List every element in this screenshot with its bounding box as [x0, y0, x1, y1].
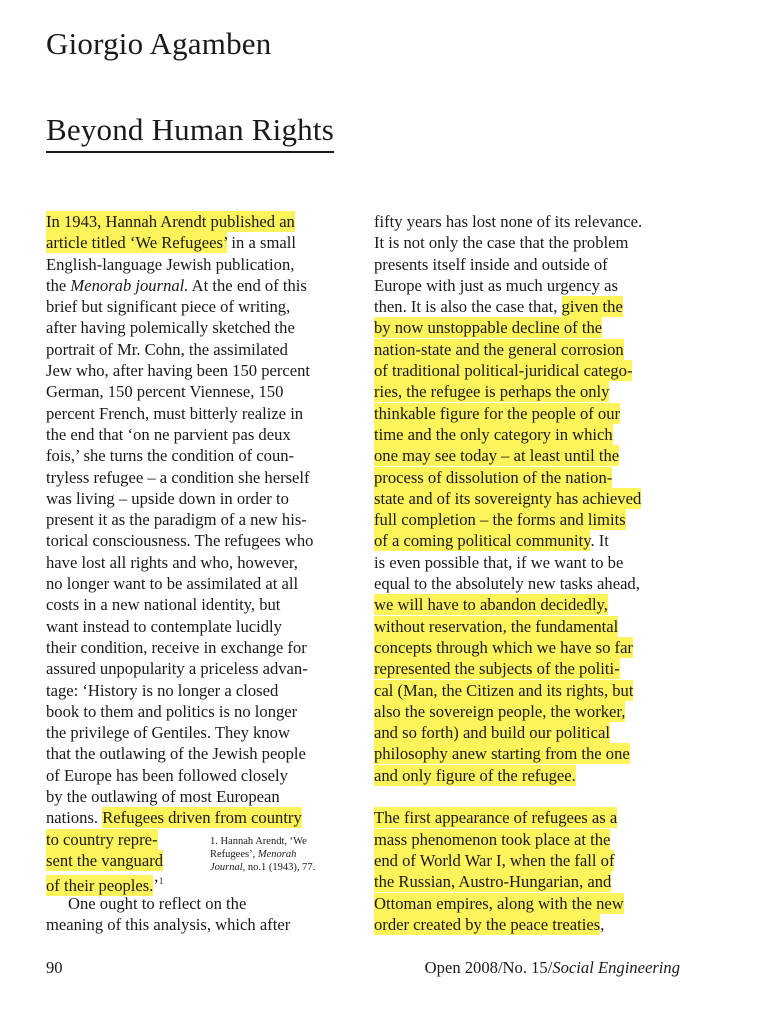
highlight: state and of its sovereignty has achieved [374, 488, 642, 508]
text-line: Jew who, after having been 150 percent [46, 361, 311, 381]
right-column [374, 211, 684, 935]
highlight: Refugees driven from country [102, 808, 302, 828]
text-line: the Menorab journal. At the end of this [46, 275, 307, 295]
highlight: and so forth) and build our political [374, 723, 610, 743]
highlight: end of World War I, when the fall of [374, 850, 615, 870]
highlight: full completion – the forms and limits [374, 510, 626, 530]
footnote-marker: 1 [158, 876, 164, 887]
text-line [374, 807, 684, 828]
text-line [374, 445, 684, 466]
highlight: Ottoman empires, along with the new [374, 893, 624, 913]
text-line: article titled ‘We Refugees’ in a small [46, 233, 296, 253]
paragraph-gap [374, 786, 684, 807]
text-line: the end that ‘on ne parvient pas deux [46, 424, 291, 444]
highlight: of traditional political-juridical catego- [374, 361, 633, 381]
text-line: that the outlawing of the Jewish people [46, 744, 306, 764]
highlight: without reservation, the fundamental [374, 616, 619, 636]
text-line [374, 339, 684, 360]
page-number: 90 [46, 958, 63, 977]
text-line: have lost all rights and who, however, [46, 552, 298, 572]
highlight: the Russian, Austro-Hungarian, and [374, 872, 612, 892]
text-line: and only figure of the refugee. [374, 765, 576, 785]
text-line: after having polemically sketched the [46, 318, 295, 338]
author-name: Giorgio Agamben [46, 26, 272, 61]
text-line [374, 680, 684, 701]
text-line: English-language Jewish publication, [46, 254, 295, 274]
text-line [374, 637, 684, 658]
text-line: fifty years has lost none of its relevance. [374, 212, 643, 231]
text-line [374, 317, 684, 338]
text-line: tage: ‘History is no longer a closed [46, 680, 279, 700]
text-line: presents itself inside and outside of [374, 254, 608, 274]
text-line: brief but significant piece of writing, [46, 297, 291, 317]
highlight: of their peoples. [46, 875, 154, 895]
text-line [374, 829, 684, 850]
highlight: to country repre- [46, 829, 158, 849]
highlight: also the sovereign people, the worker, [374, 701, 626, 721]
highlight: sent the vanguard [46, 850, 164, 870]
highlight: thinkable figure for the people of our [374, 403, 621, 423]
text-line: of their peoples.’$^1$ [46, 875, 164, 895]
highlight: concepts through which we have so far [374, 637, 633, 657]
text-line: their condition, receive in exchange for [46, 637, 307, 657]
text-line: the privilege of Gentiles. They know [46, 723, 290, 743]
text-line [374, 360, 684, 381]
left-column [46, 211, 356, 935]
text-line [374, 850, 684, 871]
text-line: One ought to reflect on the [68, 893, 247, 913]
text-line [374, 616, 684, 637]
highlight: The first appearance of refugees as a [374, 808, 618, 828]
text-line [374, 743, 684, 764]
text-line: portrait of Mr. Cohn, the assimilated [46, 339, 288, 359]
text-line [374, 424, 684, 445]
text-line: order created by the peace treaties, [374, 914, 605, 934]
highlight: nation-state and the general corrosion [374, 339, 624, 359]
highlight: time and the only category in which [374, 424, 613, 444]
text-line [374, 893, 684, 914]
text-line: Europe with just as much urgency as [374, 275, 618, 295]
highlight: and only figure of the refugee [374, 765, 572, 785]
text-line [374, 658, 684, 679]
text-line: equal to the absolutely new tasks ahead, [374, 574, 640, 594]
highlight: by now unstoppable decline of the [374, 318, 603, 338]
text-line [374, 467, 684, 488]
text-line [46, 211, 356, 232]
text-line: want instead to contemplate lucidly [46, 616, 282, 636]
footnote: 1. Hannah Arendt, ‘We Refugees’, Menorah Journal, no.1 (1943), 77. [210, 836, 316, 873]
highlight: ries, the refugee is perhaps the only [374, 382, 610, 402]
text-line: percent French, must bitterly realize in [46, 403, 304, 423]
text-line: meaning of this analysis, which after [46, 914, 291, 934]
text-line: costs in a new national identity, but [46, 595, 281, 615]
text-line: is even possible that, if we want to be [374, 552, 624, 572]
highlight: order created by the peace treaties [374, 914, 601, 934]
highlight: philosophy anew starting from the one [374, 744, 630, 764]
highlight: of a coming political community [374, 531, 591, 551]
highlight: cal (Man, the Citizen and its rights, but [374, 680, 634, 700]
text-line [374, 722, 684, 743]
highlight: In 1943, Hannah Arendt published an [46, 212, 295, 231]
text-line: no longer want to be assimilated at all [46, 574, 299, 594]
journal-reference: Open 2008/No. 15/Social Engineering [424, 958, 680, 977]
highlight: we will have to abandon decidedly, [374, 595, 608, 615]
text-line: assured unpopularity a priceless advan- [46, 659, 308, 679]
text-line: torical consciousness. The refugees who [46, 531, 314, 551]
text-line: then. It is also the case that, given the [374, 297, 623, 317]
text-line [374, 871, 684, 892]
text-line [374, 403, 684, 424]
text-line [374, 701, 684, 722]
highlight: article titled ‘We Refugees’ [46, 233, 228, 253]
highlight: represented the subjects of the politi- [374, 659, 620, 679]
text-line: German, 150 percent Viennese, 150 [46, 382, 284, 402]
text-line: was living – upside down in order to [46, 488, 289, 508]
text-line: of a coming political community. It [374, 531, 609, 551]
article-title: Beyond Human Rights [46, 112, 334, 153]
text-line: tryless refugee – a condition she herself [46, 467, 310, 487]
text-line: It is not only the case that the problem [374, 233, 629, 253]
text-line [374, 509, 684, 530]
text-line [374, 594, 684, 615]
highlight: mass phenomenon took place at the [374, 829, 611, 849]
text-line: present it as the paradigm of a new his- [46, 510, 307, 530]
highlight: process of dissolution of the nation- [374, 467, 613, 487]
highlight: one may see today – at least until the [374, 446, 620, 466]
text-line: nations. Refugees driven from country [46, 808, 302, 828]
text-line: book to them and politics is no longer [46, 701, 298, 721]
text-line [374, 488, 684, 509]
highlight: given the [561, 297, 623, 317]
text-line [374, 381, 684, 402]
text-line: by the outlawing of most European [46, 787, 280, 807]
text-line: fois,’ she turns the condition of coun- [46, 446, 295, 466]
text-line: of Europe has been followed closely [46, 765, 288, 785]
